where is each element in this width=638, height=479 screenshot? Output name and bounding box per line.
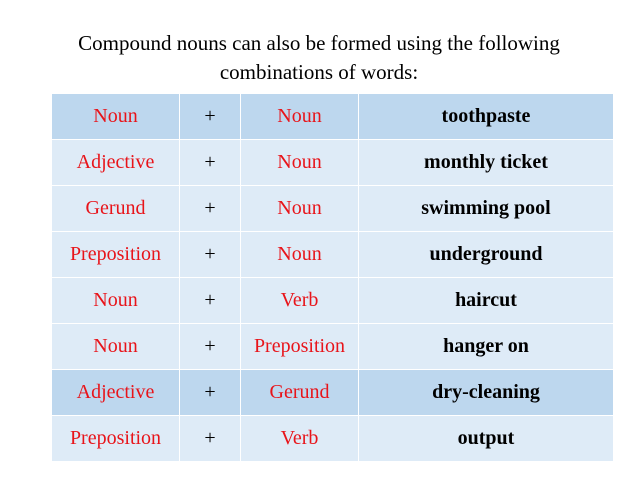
first-word-type: Noun [52,324,180,370]
page-title-line-2: combinations of words: [219,60,419,84]
example-word: hanger on [359,324,614,370]
plus-sign: + [180,278,241,324]
table-row [52,140,614,186]
plus-sign: + [180,370,241,416]
first-word-type: Noun [52,278,180,324]
plus-sign: + [180,416,241,462]
second-word-type: Noun [241,186,359,232]
table-row [52,416,614,462]
second-word-type: Noun [241,232,359,278]
second-word-type: Verb [241,278,359,324]
table-row [52,370,614,416]
table-row [52,94,614,140]
first-word-type: Preposition [52,232,180,278]
table-row [52,278,614,324]
first-word-type: Gerund [52,186,180,232]
second-word-type: Preposition [241,324,359,370]
example-word: output [359,416,614,462]
table-row [52,232,614,278]
example-word: monthly ticket [359,140,614,186]
example-word: swimming pool [359,186,614,232]
second-word-type: Verb [241,416,359,462]
example-word: dry-cleaning [359,370,614,416]
first-word-type: Preposition [52,416,180,462]
plus-sign: + [180,94,241,140]
first-word-type: Adjective [52,140,180,186]
page-title-line-1: Compound nouns can also be formed using the following [78,31,560,55]
second-word-type: Noun [241,140,359,186]
plus-sign: + [180,186,241,232]
page-title [0,29,638,87]
table-row [52,324,614,370]
example-word: haircut [359,278,614,324]
compound-noun-table [51,93,614,462]
example-word: toothpaste [359,94,614,140]
first-word-type: Adjective [52,370,180,416]
first-word-type: Noun [52,94,180,140]
plus-sign: + [180,232,241,278]
plus-sign: + [180,140,241,186]
table-row [52,186,614,232]
plus-sign: + [180,324,241,370]
example-word: underground [359,232,614,278]
second-word-type: Gerund [241,370,359,416]
second-word-type: Noun [241,94,359,140]
